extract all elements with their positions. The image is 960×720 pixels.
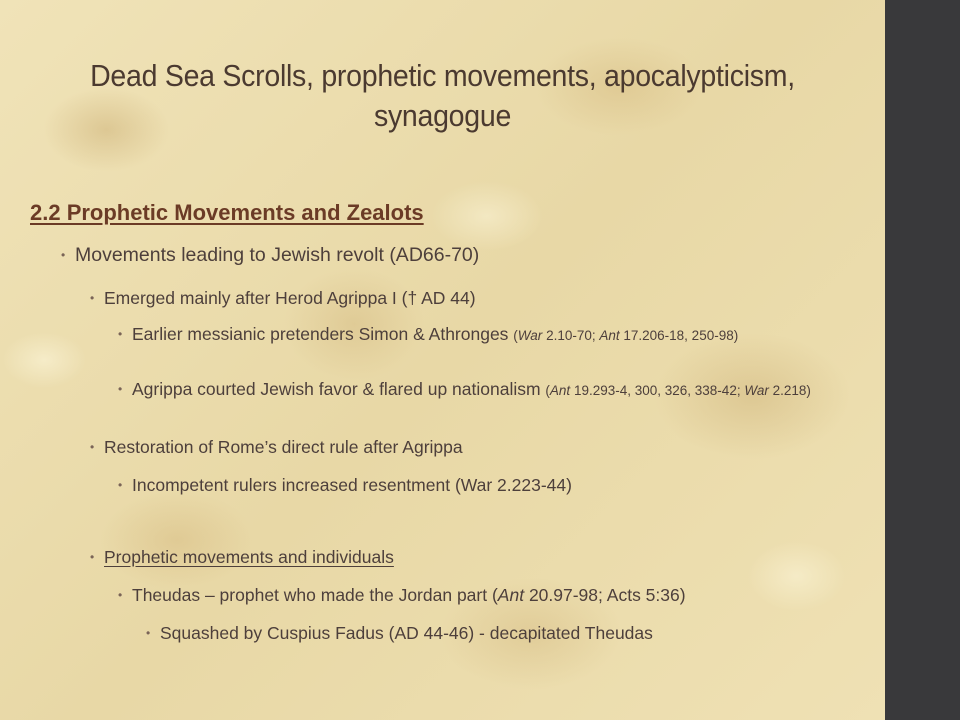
bullet-level3 [118, 323, 862, 347]
citation-work: Ant [497, 585, 525, 605]
bullet-text: Emerged mainly after Herod Agrippa I († AD 44) [104, 288, 476, 308]
citation-work: Ant [549, 383, 571, 398]
bullet-level3 [118, 584, 686, 606]
citation [513, 328, 738, 343]
bullet-level2 [90, 287, 476, 309]
bullet-text: Prophetic movements and individuals [104, 547, 394, 567]
citation [545, 383, 810, 398]
bullet-glyph: • [146, 626, 151, 640]
section-heading: 2.2 Prophetic Movements and Zealots [30, 200, 424, 225]
bullet-text: Squashed by Cuspius Fadus (AD 44-46) - decapitated Theudas [160, 623, 653, 643]
bullet-text: Agrippa courted Jewish favor & flared up nationalism [132, 379, 546, 399]
bullet-level1 [61, 244, 480, 266]
citation-ref: 17.206-18, 250-98) [619, 328, 739, 343]
bullet-level2 [90, 546, 394, 568]
bullet-glyph: • [90, 440, 95, 454]
citation-ref: 2.10-70; [542, 328, 600, 343]
citation-work: Ant [599, 328, 620, 343]
bullet-glyph: • [90, 550, 95, 564]
bullet-level2 [90, 436, 463, 458]
citation-ref: 19.293-4, 300, 326, 338-42; [570, 383, 745, 398]
bullet-level4 [146, 622, 653, 644]
bullet-text: Restoration of Rome’s direct rule after Agrippa [104, 437, 463, 457]
bullet-glyph: • [118, 382, 123, 396]
bullet-text: Theudas – prophet who made the Jordan part ( [132, 585, 498, 605]
bullet-level3 [118, 474, 572, 496]
bullet-text: Earlier messianic pretenders Simon & Athronges [132, 324, 514, 344]
bullet-text: Movements leading to Jewish revolt (AD66-70) [75, 244, 480, 266]
citation-paren: ( [545, 383, 550, 398]
right-sidebar-bar [885, 0, 960, 720]
citation-work: War [744, 383, 769, 398]
bullet-glyph: • [90, 291, 95, 305]
slide-title [54, 56, 831, 136]
citation-paren: ( [513, 328, 518, 343]
citation-ref: 20.97-98; Acts 5:36) [524, 585, 686, 605]
bullet-glyph: • [61, 248, 66, 262]
title-line-2: synagogue [373, 98, 512, 133]
bullet-text: Incompetent rulers increased resentment (War 2.223-44) [132, 475, 572, 495]
bullet-glyph: • [118, 478, 123, 492]
bullet-glyph: • [118, 588, 123, 602]
citation-work: War [517, 328, 543, 343]
bullet-glyph: • [118, 327, 123, 341]
bullet-level3 [118, 378, 832, 402]
title-line-1: Dead Sea Scrolls, prophetic movements, apocalypticism, [90, 58, 795, 93]
citation-ref: 2.218) [768, 383, 811, 398]
